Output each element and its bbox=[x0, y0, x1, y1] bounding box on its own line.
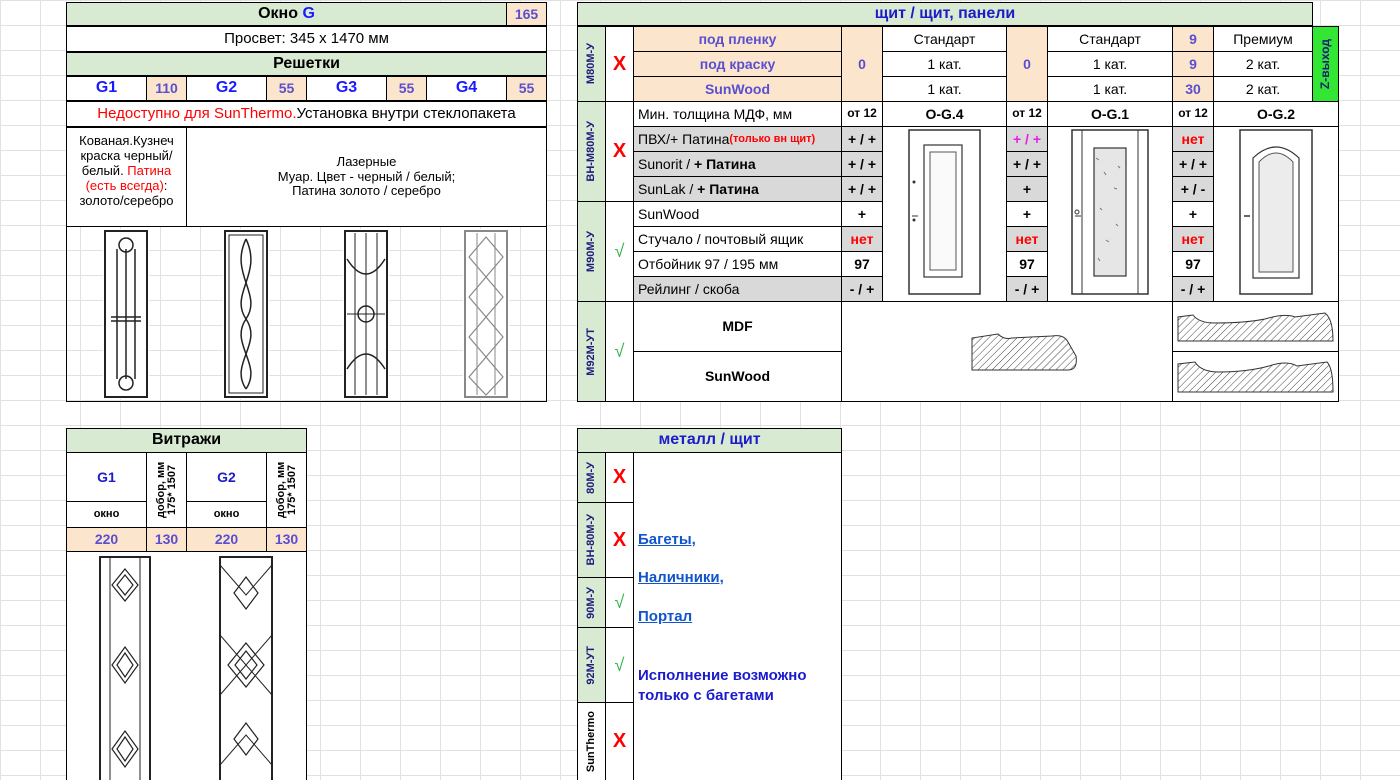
model-vn-m80m-text: ВН-M80M-У bbox=[585, 121, 598, 182]
val-railing-2: - / + bbox=[1006, 276, 1048, 302]
metall-title bbox=[577, 428, 842, 453]
mark-vn-m80m-text: X bbox=[612, 140, 627, 162]
val-sunorit-2: + / + bbox=[1006, 151, 1048, 177]
vitrazh-g2-dobor-text: добор, мм 175* 1507 bbox=[274, 461, 298, 519]
vitrazh-g1-drawing bbox=[98, 555, 152, 780]
metall-model-vn80m-text: ВН-80M-У bbox=[585, 514, 598, 566]
val-sunwood-3: + bbox=[1172, 201, 1214, 227]
model-vn-m80m bbox=[577, 101, 606, 202]
shchit-title-text: щит / щит, панели bbox=[874, 4, 1016, 22]
row-sunlak-bold: + Патина bbox=[697, 180, 759, 197]
metall-mark-90m bbox=[605, 577, 634, 628]
reshetki-title: Решетки bbox=[66, 52, 547, 76]
row-sunlak-text: SunLak / bbox=[638, 180, 694, 197]
finish-n1: 0 bbox=[841, 26, 883, 102]
kovanaya-metal: : золото/серебро bbox=[79, 177, 174, 208]
grille-g4-price: 55 bbox=[506, 76, 547, 101]
okno-title-prefix: Окно bbox=[258, 4, 298, 22]
grille-g3-code: G3 bbox=[306, 76, 387, 101]
model-m90m bbox=[577, 201, 606, 302]
metall-note: Исполнение возможно только с багетами bbox=[638, 667, 807, 704]
grille-g1-code: G1 bbox=[66, 76, 147, 101]
panel-code-2: O-G.1 bbox=[1047, 101, 1173, 127]
metall-model-80m-text: 80M-У bbox=[585, 461, 598, 494]
finish-g2-film: Стандарт bbox=[1047, 26, 1173, 52]
door-o-g2-drawing bbox=[1238, 128, 1314, 296]
row-pvh-text: ПВХ/+ Патина bbox=[638, 130, 730, 147]
row-sunorit-label bbox=[633, 151, 842, 177]
val-sunorit-3: + / + bbox=[1172, 151, 1214, 177]
kovanaya-patina: Патина (есть всегда) bbox=[85, 162, 172, 193]
vitrazh-g2-dobor-price: 130 bbox=[266, 527, 307, 552]
kovanaya-desc bbox=[66, 127, 187, 227]
row-railing-label: Рейлинг / скоба bbox=[633, 276, 842, 302]
min-thickness-2: от 12 bbox=[1006, 101, 1048, 127]
metall-mark-sunthermo-text: X bbox=[612, 730, 627, 752]
metall-model-92m bbox=[577, 627, 606, 703]
mark-m90m bbox=[605, 201, 634, 302]
row-sunlak-label bbox=[633, 176, 842, 202]
row-sunorit-text: Sunorit / bbox=[638, 155, 691, 172]
finish-g3-paint: 2 кат. bbox=[1213, 51, 1313, 77]
metall-model-90m-text: 90M-У bbox=[585, 586, 598, 619]
val-kickplate-3: 97 bbox=[1172, 251, 1214, 277]
finish-label-film: под пленку bbox=[633, 26, 842, 52]
prosvet: Просвет: 345 x 1470 мм bbox=[66, 26, 547, 52]
val-pvh-2: + / + bbox=[1006, 126, 1048, 152]
okno-badge: 165 bbox=[506, 2, 547, 26]
row-pvh-label bbox=[633, 126, 842, 152]
row-sunwood-label: SunWood bbox=[633, 201, 842, 227]
panel-code-1: O-G.4 bbox=[882, 101, 1007, 127]
grille-g1-price: 110 bbox=[146, 76, 187, 101]
grille-g3-price: 55 bbox=[386, 76, 427, 101]
finish-label-paint: под краску bbox=[633, 51, 842, 77]
door-o-g1-drawing bbox=[1070, 128, 1150, 296]
grille-g2-drawing bbox=[223, 229, 269, 399]
val-kickplate-2: 97 bbox=[1006, 251, 1048, 277]
val-pvh-3: нет bbox=[1172, 126, 1214, 152]
shchit-title bbox=[577, 2, 1313, 26]
vitrazh-g1-dobor-price: 130 bbox=[146, 527, 187, 552]
metall-mark-80m-text: X bbox=[612, 466, 627, 488]
min-thickness-label: Мин. толщина МДФ, мм bbox=[633, 101, 842, 127]
profile-sunwood-label: SunWood bbox=[633, 351, 842, 402]
door-o-g4-drawing bbox=[907, 128, 982, 296]
model-m92m-text: M92M-УТ bbox=[585, 327, 598, 376]
metall-mark-90m-text: √ bbox=[614, 592, 625, 613]
mark-m80m bbox=[605, 26, 634, 102]
profile-mdf-label: MDF bbox=[633, 301, 842, 352]
val-knocker-2: нет bbox=[1006, 226, 1048, 252]
metall-mark-92m bbox=[605, 627, 634, 703]
okno-title bbox=[66, 2, 507, 26]
vitrazh-g1-dobor bbox=[146, 452, 187, 528]
grille-g2-code: G2 bbox=[186, 76, 267, 101]
grille-g2-price: 55 bbox=[266, 76, 307, 101]
okno-note-red: Недоступно для SunThermo. bbox=[97, 105, 297, 123]
okno-note-black: Установка внутри стеклопакета bbox=[296, 105, 516, 123]
mark-m90m-text: √ bbox=[614, 241, 625, 262]
val-knocker-1: нет bbox=[841, 226, 883, 252]
mark-m80m-text: X bbox=[612, 52, 627, 75]
finish-g2-paint: 1 кат. bbox=[1047, 51, 1173, 77]
val-kickplate-1: 97 bbox=[841, 251, 883, 277]
mark-vn-m80m bbox=[605, 101, 634, 202]
panel-code-3: O-G.2 bbox=[1213, 101, 1339, 127]
finish-n3-film: 9 bbox=[1172, 26, 1214, 52]
min-thickness-1: от 12 bbox=[841, 101, 883, 127]
model-m80m-text: M80M-У bbox=[585, 43, 598, 85]
metall-mark-vn80m-text: X bbox=[612, 528, 627, 551]
val-sunlak-3: + / - bbox=[1172, 176, 1214, 202]
vitrazh-g2-price: 220 bbox=[186, 527, 267, 552]
link-nalichniki[interactable]: Наличники, bbox=[638, 569, 724, 586]
okno-note bbox=[66, 101, 547, 127]
vitrazh-g1-code: G1 bbox=[66, 452, 147, 502]
val-sunlak-2: + bbox=[1006, 176, 1048, 202]
finish-g3-sunwood: 2 кат. bbox=[1213, 76, 1313, 102]
lazernye-desc: Лазерные Муар. Цвет - черный / белый; Патина золото / серебро bbox=[186, 127, 547, 227]
vitrazh-g2-dobor bbox=[266, 452, 307, 528]
grille-g4-drawing bbox=[463, 229, 509, 399]
row-knocker-label: Стучало / почтовый ящик bbox=[633, 226, 842, 252]
finish-g1-sunwood: 1 кат. bbox=[882, 76, 1007, 102]
metall-mark-sunthermo bbox=[605, 702, 634, 780]
metall-model-sunthermo bbox=[577, 702, 606, 780]
metall-mark-80m bbox=[605, 452, 634, 503]
val-railing-1: - / + bbox=[841, 276, 883, 302]
link-portal[interactable]: Портал bbox=[638, 608, 693, 625]
finish-g1-film: Стандарт bbox=[882, 26, 1007, 52]
metall-model-vn80m bbox=[577, 502, 606, 578]
val-sunlak-1: + / + bbox=[841, 176, 883, 202]
model-m80m bbox=[577, 26, 606, 102]
metall-model-90m bbox=[577, 577, 606, 628]
val-pvh-1: + / + bbox=[841, 126, 883, 152]
val-sunwood-1: + bbox=[841, 201, 883, 227]
finish-g2-sunwood: 1 кат. bbox=[1047, 76, 1173, 102]
metall-mark-92m-text: √ bbox=[614, 654, 625, 675]
metall-mark-vn80m bbox=[605, 502, 634, 578]
finish-g1-paint: 1 кат. bbox=[882, 51, 1007, 77]
min-thickness-3: от 12 bbox=[1172, 101, 1214, 127]
vitrazh-g1-dobor-text: добор, мм 175* 1507 bbox=[154, 461, 178, 519]
mark-m92m-text: √ bbox=[614, 341, 625, 362]
grille-g1-drawing bbox=[103, 229, 149, 399]
finish-n3-sunwood: 30 bbox=[1172, 76, 1214, 102]
val-knocker-3: нет bbox=[1172, 226, 1214, 252]
vitrazh-g2-sub: окно bbox=[186, 501, 267, 528]
vitrazh-g2-code: G2 bbox=[186, 452, 267, 502]
vitrazh-g2-drawing bbox=[218, 555, 274, 780]
metall-model-sunthermo-text: SunThermo bbox=[585, 710, 598, 773]
sunwood-profile-drawing-2 bbox=[1175, 356, 1337, 396]
mark-m92m bbox=[605, 301, 634, 402]
link-bagety[interactable]: Багеты, bbox=[638, 531, 696, 548]
model-m92m bbox=[577, 301, 606, 402]
z-exit bbox=[1312, 26, 1339, 102]
val-sunorit-1: + / + bbox=[841, 151, 883, 177]
metall-model-92m-text: 92M-УТ bbox=[585, 645, 598, 685]
z-exit-text: Z-выход bbox=[1317, 38, 1332, 90]
mdf-profile-drawing bbox=[968, 330, 1082, 374]
row-kickplate-label: Отбойник 97 / 195 мм bbox=[633, 251, 842, 277]
okno-title-letter: G bbox=[302, 4, 315, 22]
finish-label-sunwood: SunWood bbox=[633, 76, 842, 102]
finish-g3-film: Премиум bbox=[1213, 26, 1313, 52]
val-sunwood-2: + bbox=[1006, 201, 1048, 227]
finish-n2: 0 bbox=[1006, 26, 1048, 102]
vitrazh-g1-sub: окно bbox=[66, 501, 147, 528]
vitrazhi-title: Витражи bbox=[66, 428, 307, 453]
grille-g3-drawing bbox=[343, 229, 389, 399]
kovanaya-text: Кованая.Кузнеч краска черный/ белый. bbox=[79, 133, 174, 178]
metall-model-80m bbox=[577, 452, 606, 503]
model-m90m-text: M90M-У bbox=[585, 230, 598, 273]
vitrazh-g1-price: 220 bbox=[66, 527, 147, 552]
finish-n3-paint: 9 bbox=[1172, 51, 1214, 77]
sunwood-profile-drawing-1 bbox=[1175, 309, 1337, 345]
metall-title-text: металл / щит bbox=[658, 431, 761, 449]
row-pvh-note: (только вн щит) bbox=[729, 132, 816, 145]
val-railing-3: - / + bbox=[1172, 276, 1214, 302]
row-sunorit-bold: + Патина bbox=[694, 155, 756, 172]
grille-g4-code: G4 bbox=[426, 76, 507, 101]
